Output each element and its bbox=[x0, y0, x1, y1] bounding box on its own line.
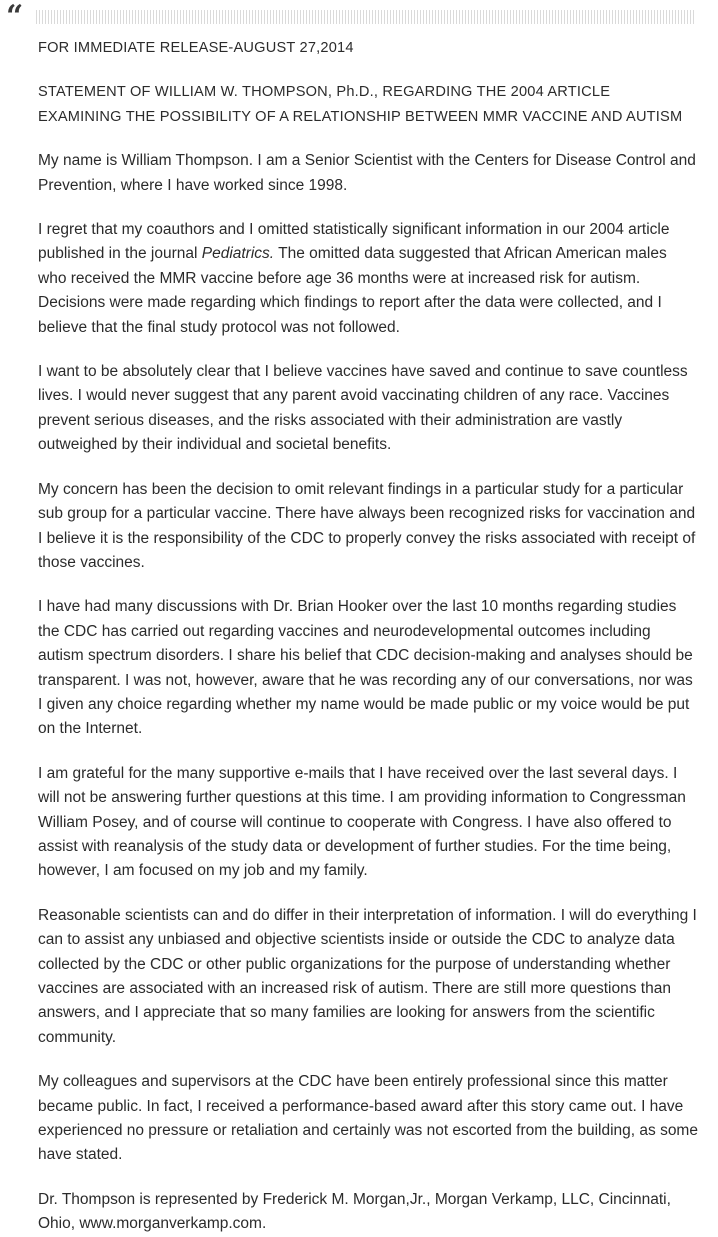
paragraph-text: I regret that my coauthors and I omitted statistically significant information in our 2004 article published in the journal bbox=[38, 221, 670, 263]
quote-mark-icon: “ bbox=[6, 0, 24, 34]
release-line: FOR IMMEDIATE RELEASE-AUGUST 27,2014 bbox=[38, 40, 354, 56]
statement-document bbox=[38, 36, 698, 1237]
journal-name: Pediatrics. bbox=[201, 245, 275, 263]
statement-title: STATEMENT OF WILLIAM W. THOMPSON, Ph.D., REGARDING THE 2004 ARTICLE EXAMINING THE POSSIBILITY OF A RELATIONSHIP BETWEEN MMR VACCINE AND AUTISM bbox=[38, 84, 683, 125]
paragraph-omitted-data bbox=[38, 218, 698, 340]
paragraph-text: The omitted data suggested that African American males who received the MMR vaccine before age 36 months were at increased risk for autism. Decisions were made regarding which findings to report after the data were collected, and I believe that the final study protocol was not followed. bbox=[38, 245, 667, 336]
paragraph-representation: Dr. Thompson is represented by Frederick M. Morgan,Jr., Morgan Verkamp, LLC, Cincinnati, Ohio, www.morganverkamp.com. bbox=[38, 1190, 671, 1233]
release-header bbox=[38, 36, 698, 60]
paragraph-grateful: I am grateful for the many supportive e-mails that I have received over the last several days. I will not be answering further questions at this time. I am providing information to Congressman William Posey, and of course will continue to cooperate with Congress. I have also offered to assist with reanalysis of the study data or development of further studies. For the time being, however, I am focused on my job and my family. bbox=[38, 764, 686, 880]
paragraph-vaccines-save-lives: I want to be absolutely clear that I believe vaccines have saved and continue to save countless lives. I would never suggest that any parent avoid vaccinating children of any race. Vaccines prevent serious diseases, and the risks associated with their administration are vastly outweighed by their individual and societal benefits. bbox=[38, 363, 688, 454]
paragraph-introduction: My name is William Thompson. I am a Senior Scientist with the Centers for Disease Control and Prevention, where I have worked since 1998. bbox=[38, 152, 696, 194]
top-divider bbox=[36, 10, 694, 24]
paragraph-reasonable-scientists: Reasonable scientists can and do differ in their interpretation of information. I will do everything I can to assist any unbiased and objective scientists inside or outside the CDC to analyze data collected by the CDC or other public organizations for the purpose of understanding whether vaccines are associated with an increased risk of autism. There are still more questions than answers, and I appreciate that so many families are looking for answers from the scientific community. bbox=[38, 906, 697, 1046]
paragraph-concern: My concern has been the decision to omit relevant findings in a particular study for a particular sub group for a particular vaccine. There have always been recognized risks for vaccination and I believe it is the responsibility of the CDC to properly convey the risks associated with receipt of those vaccines. bbox=[38, 480, 696, 571]
paragraph-hooker-discussions: I have had many discussions with Dr. Brian Hooker over the last 10 months regarding studies the CDC has carried out regarding vaccines and neurodevelopmental outcomes including autism spectrum disorders. I share his belief that CDC decision-making and analyses should be transparent. I was not, however, aware that he was recording any of our conversations, nor was I given any choice regarding whether my name would be made public or my voice would be put on the Internet. bbox=[38, 598, 693, 738]
paragraph-colleagues: My colleagues and supervisors at the CDC have been entirely professional since this matter became public. In fact, I received a performance-based award after this story came out. I have experienced no pressure or retaliation and certainly was not escorted from the building, as some have stated. bbox=[38, 1073, 698, 1164]
